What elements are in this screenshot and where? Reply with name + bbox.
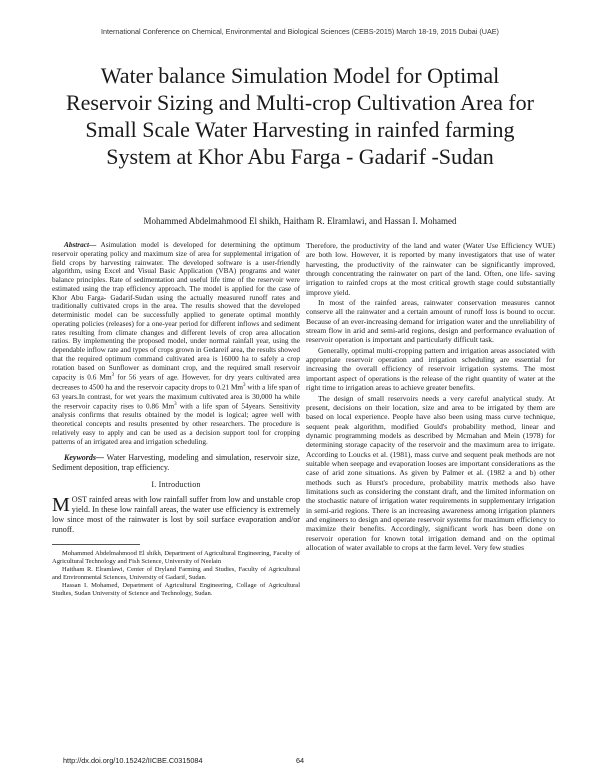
intro-caps: OST <box>71 495 87 505</box>
keywords-text: Water Harvesting, modeling and simulation, reservoir size, Sediment deposition, trap efficiency. <box>52 453 300 472</box>
abstract-lead: Abstract— <box>64 241 97 249</box>
intro-text: rainfed areas with low rainfall suffer from low and unstable crop yield. In these low rainfall areas, the water use efficiency is extremely low since most of the rainwater is lost by soil surface evaporation and/or runoff. <box>52 495 300 535</box>
keywords-lead: Keywords— <box>64 453 104 463</box>
doi-link[interactable]: http://dx.doi.org/10.15242/IICBE.C0315084 <box>63 756 203 765</box>
abstract-sup-2: 3 <box>243 383 246 389</box>
footnotes <box>52 550 300 598</box>
section-heading-introduction: I. Introduction <box>151 480 201 490</box>
abstract-text-2: for 56 years of age. However, for dry years cultivated area decreases to 4500 ha and the reservoir capacity drops to 0.21 Mm <box>52 373 300 392</box>
footnote-3: Hassan I. Mohamed, Department of Agricultural Engineering, Collage of Agricultural Studies, Sudan University of Science and Technology, Sudan. <box>52 582 300 598</box>
author-list: Mohammed Abdelmahmood El shikh, Haitham R. Elramlawi, and Hassan I. Mohamed <box>143 216 457 226</box>
abstract-text-1: Asimulation model is developed for determining the optimum reservoir operating policy and maximum size of area for supplemental irrigation of field crops by harvesting rainwater. The developed software is a user-friendly algorithm, using Excel and Visual Basic Application (VBA) programs and water balance principles. Rate of sedimentation and useful life time of the reservoir were estimated using the trap efficiency approach. The model is applied for the case of Khor Abu Farga- Gadarif-Sudan using the actually measured runoff rates and traditionally cultivated crops in the area. The results showed that the developed deterministic model can be successfully applied to generate optimal monthly operating policies (releases) for a one-year period for different inflows and sediment rates resulting from climate changes and different levels of crop area allocation ratios. By implementing the proposed model, under normal rainfall year, using the dependable inflow rate and types of crops grown in Gedareif area, the results showed that the required optimum command cultivated area is 16000 ha to safely a crop rotation based on Sunflower as dominant crop, and the required small reservoir capacity is 0.6 Mm <box>52 241 300 382</box>
left-column <box>52 241 300 598</box>
abstract-text-3: with a life span of 63 years.In contrast, for wet years the maximum cultivated area is 30,000 ha while the reservoir capacity rises to 0.86 Mm <box>52 383 300 411</box>
intro-dropcap: M <box>52 494 70 517</box>
paper-title: Water balance Simulation Model for Optimal Reservoir Sizing and Multi-crop Cultivation Area for Small Scale Water Harvesting in rainfed farming System at Khor Abu Farga - Gadarif -Sudan <box>65 63 534 169</box>
footnote-1: Mohammed Abdelmahmood El shikh, Department of Agricultural Engineering, Faculty of Agricultural Technology and Fish Science, University of Neelain <box>52 550 300 566</box>
abstract-text-4: with a life span of 54years. Sensitivity analysis confirms that results obtained by the model is logical; agree well with theoretical concepts and results presented by other researchers. The procedure is relatively easy to apply and can be used as a decision support tool for cropping patterns of an irrigated area and irrigation scheduling. <box>52 402 300 446</box>
body-paragraph-1: Therefore, the productivity of the land and water (Water Use Efficiency WUE) are both low. However, it is reported by many investigators that use of water harvesting, the productivity of the rainwater can be significantly improved, through concentrating the rainwater on part of the land. Often, one life- saving irrigation to rainfed crops at the most critical growth stage could substantially improve yield. <box>306 241 555 297</box>
intro-paragraph <box>52 495 300 535</box>
page-number: 64 <box>296 756 305 765</box>
footnote-2: Haitham R. Elramlawi, Center of Dryland Farming and Studies, Faculty of Agricultural and Environmental Sciences, University of Gadarif, Sudan. <box>52 566 300 582</box>
abstract-sup-3: 3 <box>174 402 177 408</box>
conference-header: International Conference on Chemical, Environmental and Biological Sciences (CEBS-2015) March 18-19, 2015 Dubai (UAE) <box>101 27 499 36</box>
abstract-sup-1: 3 <box>111 373 115 379</box>
footnote-rule <box>52 544 140 545</box>
body-paragraph-2: In most of the rainfed areas, rainwater conservation measures cannot conserve all the rainwater and a certain amount of runoff loss is bound to occur. Because of an ever-increasing demand for irrigation water and the unreliability of stream flow in arid and semi-arid regions, design and performance evaluation of reservoir operation is important and particularly difficult task. <box>306 298 555 345</box>
right-column <box>306 241 555 552</box>
body-paragraph-3: Generally, optimal multi-cropping pattern and irrigation areas associated with appropriate reservoir operation and irrigation scheduling are essential for increasing the overall efficiency of reservoir irrigation systems. The most important aspect of operations is the release of the right quantity of water at the right time to irrigation areas to achieve greater benefits. <box>306 345 555 393</box>
body-paragraph-4: The design of small reservoirs needs a very careful analytical study. At present, decisions on their location, size and area to be irrigated by them are based on local experience. People have also been using mass curve technique, sequent peak algorithm, modified Gould's probability method, linear and dynamic programming models as described by Mcmahan and Mein (1978) for determining storage capacity of the reservoir and the maximum area to irrigate. According to Loucks et al. (1981), mass curve and sequent peak methods are not suitable when seepage and evaporation looses are important considerations as the case of arid zone situations. As given by Palmer et al. (1982 a and b) other methods such as Hurst's procedure, probability matrix methods also have limitations such as considering the constant draft, and the limited information on the stochastic nature of irrigation water requirements in supplementary irrigation in semi-arid regions. There is an increasing awareness among irrigation planners and engineers to design and operate reservoir systems for maximum efficiency to maximize their benefits. Accordingly, significant work has been done on reservoir operation for known total irrigation demand and on the optimal allocation of water available to crops at the farm level. Very few studies <box>306 393 555 552</box>
keywords <box>52 453 300 472</box>
abstract <box>52 241 300 446</box>
